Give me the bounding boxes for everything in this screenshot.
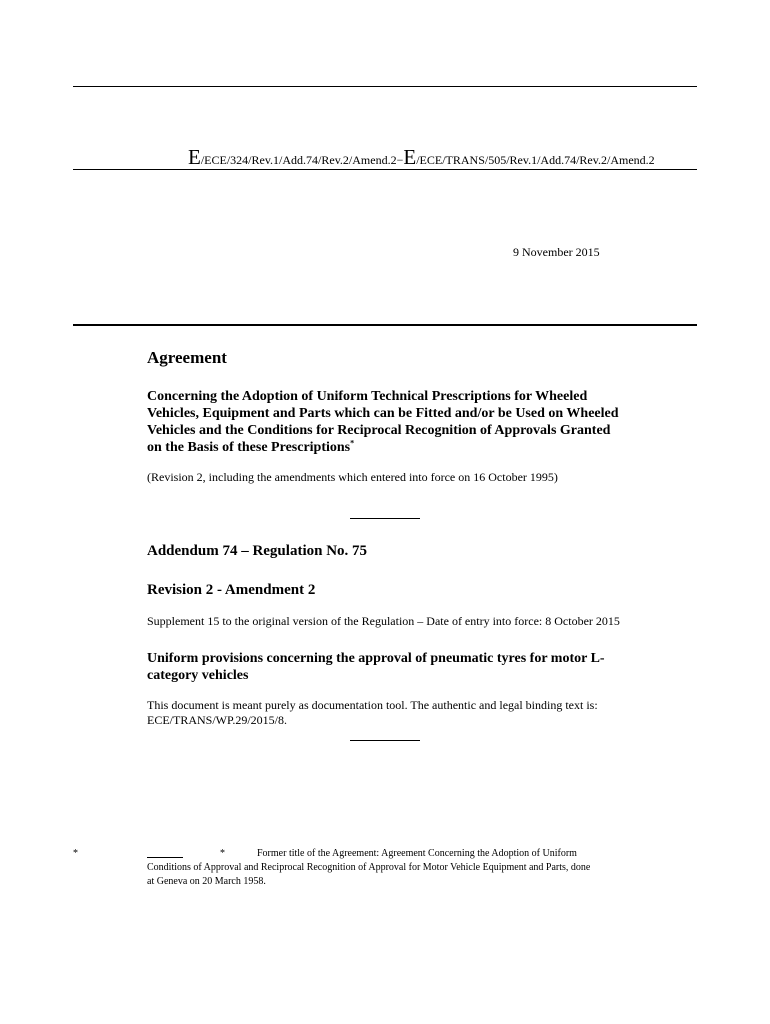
provisions-title: Uniform provisions concerning the approval of pneumatic tyres for motor L-category vehicles — [147, 651, 605, 683]
agreement-subtitle-text: Concerning the Adoption of Uniform Technical Prescriptions for Wheeled Vehicles, Equipment and Parts which can be Fitted and/or be Used on Wheeled Vehicles and the Conditions for Reciprocal Recognition of Approvals Granted on the Basis of these Prescriptions — [147, 389, 619, 455]
documentation-note: This document is meant purely as documentation tool. The authentic and legal binding text is: ECE/TRANS/WP.29/2015/8. — [147, 698, 598, 727]
agreement-title: Agreement — [147, 348, 227, 367]
symbol-rule — [73, 169, 697, 170]
agreement-footnote-mark: * — [350, 438, 355, 448]
symbol-2-letter: E — [403, 145, 417, 169]
revision-note: (Revision 2, including the amendments which entered into force on 16 October 1995) — [147, 470, 558, 484]
supplement-note: Supplement 15 to the original version of the Regulation – Date of entry into force: 8 October 2015 — [147, 614, 620, 628]
revision-amendment: Revision 2 - Amendment 2 — [147, 582, 316, 598]
separator-rule-2 — [350, 740, 420, 741]
footnote — [147, 847, 597, 889]
footnote-text: Former title of the Agreement: Agreement Concerning the Adoption of Uniform Conditions of Approval and Reciprocal Recognition of Approval for Motor Vehicle Equipment and Parts, done at Geneva on 20 March 1958. — [147, 848, 591, 887]
document-symbol — [188, 145, 655, 170]
top-rule — [73, 86, 697, 87]
document-date: 9 November 2015 — [513, 245, 600, 259]
agreement-subtitle — [147, 388, 627, 456]
separator-rule-1 — [350, 518, 420, 519]
footnote-mark: * — [220, 848, 225, 859]
symbol-1-letter: E — [188, 145, 201, 169]
symbol-1-rest: /ECE/324/Rev.1/Add.74/Rev.2/Amend.2 — [200, 153, 397, 167]
heavy-rule — [73, 324, 697, 326]
addendum-title: Addendum 74 – Regulation No. 75 — [147, 543, 368, 559]
footnote-left-mark: * — [73, 848, 78, 859]
symbol-2-rest: /ECE/TRANS/505/Rev.1/Add.74/Rev.2/Amend.2 — [416, 153, 655, 167]
symbol-separator: − — [396, 153, 404, 167]
